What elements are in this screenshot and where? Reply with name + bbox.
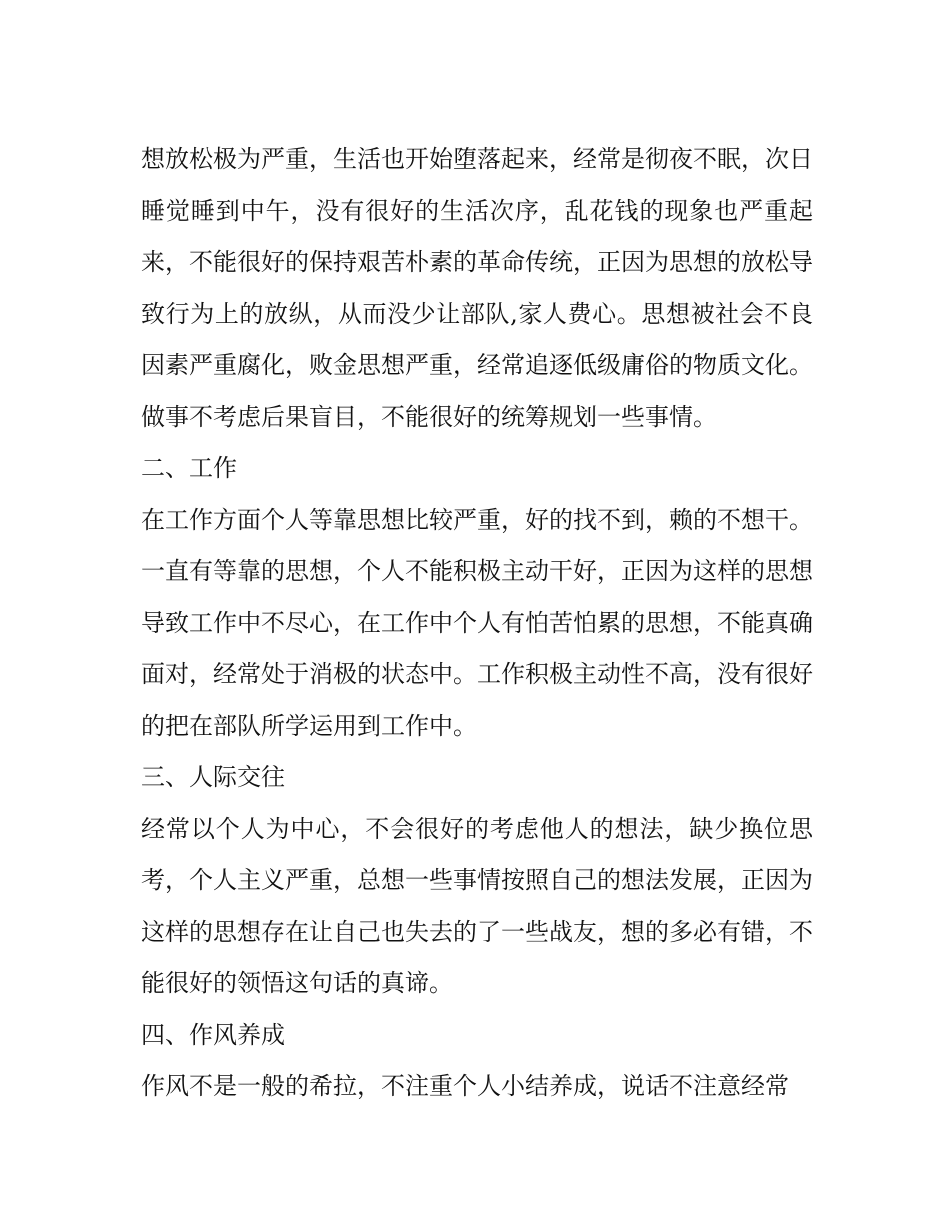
paragraph-conduct: 作风不是一般的希拉，不注重个人小结养成，说话不注意经常 — [141, 1072, 789, 1100]
section-heading-interpersonal: 三、人际交往 — [141, 763, 285, 791]
section-heading-conduct: 四、作风养成 — [141, 1020, 285, 1049]
paragraph-interpersonal: 经常以个人为中心，不会很好的考虑他人的想法，缺少换位思考，个人主义严重，总想一些事情按照自己的想法发展，正因为这样的思想存在让自己也失去的了一些战友，想的多必有错，不能很好的领悟这句话的真谛。 — [141, 814, 813, 997]
paragraph-work: 在工作方面个人等靠思想比较严重，好的找不到，赖的不想干。一直有等靠的思想，个人不能积极主动干好，正因为这样的思想导致工作中不尽心，在工作中个人有怕苦怕累的思想，不能真确面对，经常处于消极的状态中。工作积极主动性不高，没有很好的把在部队所学运用到工作中。 — [141, 505, 813, 740]
paragraph-lifestyle: 想放松极为严重，生活也开始堕落起来，经常是彻夜不眠，次日睡觉睡到中午，没有很好的生活次序，乱花钱的现象也严重起来，不能很好的保持艰苦朴素的革命传统，正因为思想的放松导致行为上的放纵，从而没少让部队,家人费心。思想被社会不良因素严重腐化，败金思想严重，经常追逐低级庸俗的物质文化。做事不考虑后果盲目，不能很好的统筹规划一些事情。 — [141, 145, 813, 431]
section-heading-work: 二、工作 — [141, 454, 237, 482]
document-body — [141, 134, 813, 1113]
